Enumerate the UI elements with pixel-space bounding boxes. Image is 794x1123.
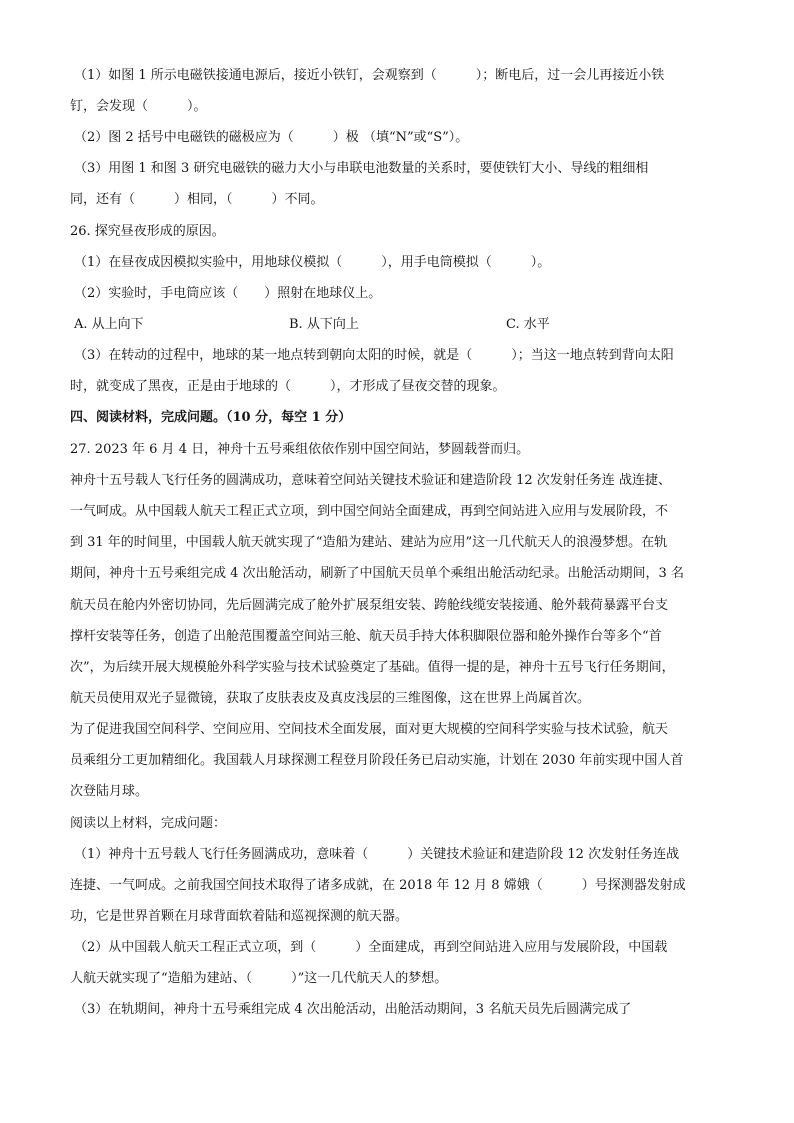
q27-para1-line: 次”，为后续开展大规模舱外科学实验与技术试验奠定了基础。值得一提的是，神舟十五号飞行任务期间， (70, 660, 675, 675)
q26-part1: （1）在昼夜成因模拟实验中，用地球仪模拟（ ），用手电筒模拟（ ）。 (74, 255, 551, 270)
q27-sub1-line1: （1）神舟十五号载人飞行任务圆满成功，意味着（ ）关键技术验证和建造阶段 12 次发射任务连战 (74, 847, 680, 862)
q27-para2-line: 员乘组分工更加精细化。我国载人月球探测工程登月阶段任务已启动实施，计划在 2030 年前实现中国人首 (70, 753, 684, 768)
q27-para1-line: 期间，神舟十五号乘组完成 4 次出舱活动，刷新了中国航天员单个乘组出舱活动纪录。出舱活动期间，3 名 (70, 566, 684, 581)
q26-option-c: C. 水平 (506, 317, 550, 332)
q27-para1-line: 航天员使用双光子显微镜，获取了皮肤表皮及真皮浅层的三维图像，这在世界上尚属首次。 (70, 691, 591, 706)
q26-part3-line2: 时，就变成了黑夜，正是由于地球的（ ），才形成了昼夜交替的现象。 (70, 379, 506, 394)
q27-para1-line: 航天员在舱内外密切协同，先后圆满完成了舱外扩展泵组安装、跨舱线缆安装接通、舱外载荷暴露平台支 (70, 598, 669, 613)
section-heading: 四、阅读材料，完成问题。（10 分，每空 1 分） (70, 410, 352, 425)
q27-para2-line: 次登陆月球。 (70, 784, 149, 799)
q27-sub2-line1: （2）从中国载人航天工程正式立项，到（ ）全面建成，再到空间站进入应用与发展阶段，中国载 (74, 940, 668, 955)
q27-para1-line: 神舟十五号载人飞行任务的圆满成功，意味着空间站关键技术验证和建造阶段 12 次发射任务连 战连捷、 (70, 473, 671, 488)
q27-sub1-line3: 功，它是世界首颗在月球背面软着陆和巡视探测的航天器。 (70, 909, 409, 924)
q25-part3-line2: 同，还有（ ）相同，（ ）不同。 (70, 192, 324, 207)
q25-part1-line1: （1）如图 1 所示电磁铁接通电源后，接近小铁钉，会观察到（ ）；断电后，过一会儿再接近小铁 (74, 68, 665, 83)
q25-part1-line2: 钉，会发现（ ）。 (70, 99, 207, 114)
q27-sub1-line2: 连捷、一气呵成。之前我国空间技术取得了诸多成就，在 2018 年 12 月 8 嫦娥（ ）号探测器发射成 (70, 878, 686, 893)
q27-prompt: 阅读以上材料，完成问题： (70, 816, 227, 831)
q26-option-b: B. 从下向上 (289, 317, 359, 332)
q26-option-a: A. 从上向下 (74, 317, 144, 332)
q26-part2: （2）实验时，手电筒应该（ ）照射在地球仪上。 (74, 286, 382, 301)
q27-sub3-line1: （3）在轨期间，神舟十五号乘组完成 4 次出舱活动，出舱活动期间，3 名航天员先后圆满完成了 (74, 1002, 632, 1017)
q27-para2-line: 为了促进我国空间科学、空间应用、空间技术全面发展，面对更大规模的空间科学实验与技术试验，航天 (70, 722, 669, 737)
q27-intro: 27. 2023 年 6 月 4 日，神舟十五号乘组依依作别中国空间站，梦圆载誉而归。 (70, 442, 530, 457)
q27-para1-line: 到 31 年的时间里，中国载人航天就实现了“造船为建站、建站为应用”这一几代航天人的浪漫梦想。在轨 (70, 535, 668, 550)
q26-title: 26. 探究昼夜形成的原因。 (70, 224, 225, 239)
q27-para1-line: 撑杆安装等任务，创造了出舱范围覆盖空间站三舱、航天员手持大体积脚限位器和舱外操作台等多个“首 (70, 629, 662, 644)
q25-part2: （2）图 2 括号中电磁铁的磁极应为（ ）极 （填“N”或“S”）。 (74, 130, 469, 145)
q27-sub2-line2: 人航天就实现了“造船为建站、（ ）”这一几代航天人的梦想。 (70, 971, 448, 986)
q26-part3-line1: （3）在转动的过程中，地球的某一地点转到朝向太阳的时候，就是（ ）；当这一地点转到背向太阳 (74, 348, 674, 363)
q25-part3-line1: （3）用图 1 和图 3 研究电磁铁的磁力大小与串联电池数量的关系时，要使铁钉大小、导线的粗细相 (74, 161, 649, 176)
q27-para1-line: 一气呵成。从中国载人航天工程正式立项，到中国空间站全面建成，再到空间站进入应用与发展阶段，不 (70, 504, 669, 519)
